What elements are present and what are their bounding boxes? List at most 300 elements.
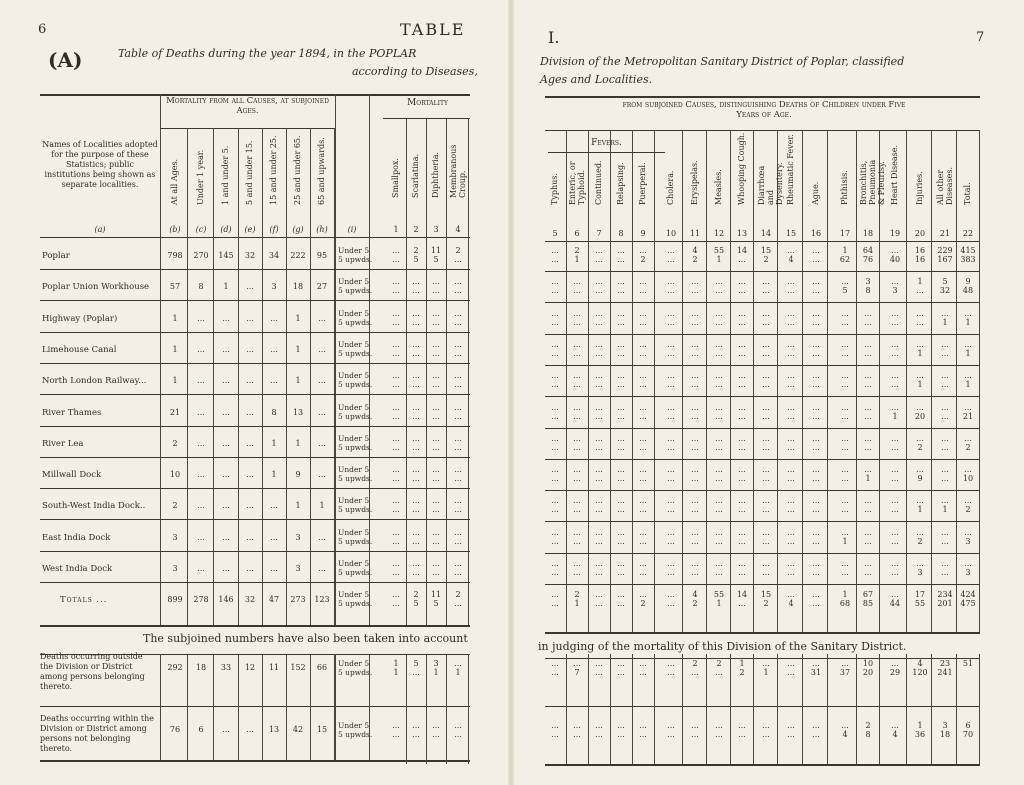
under5-value: ... bbox=[715, 371, 723, 381]
upwds-value: ... bbox=[762, 536, 770, 546]
under5-value: ... bbox=[595, 433, 603, 443]
under5-value: ... bbox=[432, 402, 440, 412]
footer-age-value: 76 bbox=[169, 725, 181, 734]
upwds-value: ... bbox=[864, 568, 872, 577]
rule-line bbox=[545, 521, 980, 522]
upwds-value: 1 bbox=[842, 536, 848, 546]
upwds-value: 3 bbox=[965, 536, 971, 546]
under5-value: ... bbox=[617, 433, 625, 443]
under5-value: 4 bbox=[692, 590, 698, 600]
under5-value: ... bbox=[964, 433, 972, 443]
upwds-value: ... bbox=[454, 317, 462, 327]
upwds-value: 167 bbox=[937, 255, 953, 264]
under5-value: ... bbox=[454, 277, 462, 287]
upwds-value: 9 bbox=[917, 474, 923, 484]
upwds-value: ... bbox=[812, 536, 820, 546]
upwds-value: 1 bbox=[716, 599, 722, 609]
under5-label: Under 5 bbox=[338, 308, 370, 318]
footer-under5-value: ... bbox=[454, 659, 462, 668]
under5-value: ... bbox=[841, 277, 849, 287]
under5-value: ... bbox=[715, 465, 723, 475]
upwds-value: ... bbox=[812, 411, 820, 421]
upwds-value: ... bbox=[738, 380, 746, 390]
age-value: ... bbox=[318, 344, 326, 354]
under5-value: ... bbox=[964, 527, 972, 537]
age-column-code: (f) bbox=[269, 225, 279, 234]
under5-value: ... bbox=[551, 496, 559, 506]
footer-upwds-value: 2 bbox=[739, 668, 745, 677]
disease-column-label: Smallpox. bbox=[391, 158, 400, 198]
footer-age-value: 13 bbox=[268, 725, 280, 734]
header-all-causes: Mortality from all Causes, at subjoined Ages. bbox=[166, 96, 329, 116]
upwds-value: ... bbox=[762, 442, 770, 452]
under5-value: ... bbox=[432, 339, 440, 349]
column-line bbox=[426, 654, 427, 764]
upwds-value: ... bbox=[454, 474, 462, 484]
column-line bbox=[706, 654, 707, 764]
under5-value: ... bbox=[891, 402, 899, 412]
upwds-value: ... bbox=[551, 286, 559, 296]
rule-line bbox=[545, 428, 980, 429]
under5-value: 11 bbox=[430, 590, 442, 600]
under5-value: ... bbox=[691, 559, 699, 568]
under5-value: ... bbox=[412, 277, 420, 287]
disease-column-label: All other Diseases. bbox=[936, 166, 954, 205]
footer-under5-value: 3 bbox=[942, 721, 948, 730]
under5-value: ... bbox=[551, 465, 559, 475]
upwds-value: ... bbox=[595, 536, 603, 546]
under5-value: ... bbox=[891, 559, 899, 568]
upwds-value: ... bbox=[412, 348, 420, 358]
age-value: ... bbox=[246, 501, 254, 511]
under5-value: ... bbox=[738, 277, 746, 287]
disease-column-label: Injuries. bbox=[915, 171, 924, 205]
rule-line bbox=[545, 764, 980, 766]
under5-value: ... bbox=[738, 339, 746, 349]
disease-column-code: 12 bbox=[713, 229, 725, 238]
disease-column-code: 13 bbox=[736, 229, 748, 238]
age-value: 18 bbox=[292, 282, 304, 292]
upwds-value: ... bbox=[617, 380, 625, 390]
under5-value: ... bbox=[573, 433, 581, 443]
upwds-value: 16 bbox=[914, 255, 926, 264]
upwds-value: 3 bbox=[965, 568, 971, 577]
footer-upwds-value: 4 bbox=[842, 730, 848, 739]
upwds-value: 201 bbox=[937, 599, 953, 609]
age-value: 32 bbox=[244, 595, 256, 605]
upwds-label: 5 upwds. bbox=[338, 668, 373, 677]
age-value: 3 bbox=[172, 564, 178, 573]
upwds-value: ... bbox=[787, 317, 795, 327]
under5-value: ... bbox=[812, 433, 820, 443]
footer-age-value: 15 bbox=[316, 725, 328, 734]
age-value: ... bbox=[197, 501, 205, 511]
footer-under5-value: 6 bbox=[965, 721, 971, 730]
upwds-value: ... bbox=[941, 411, 949, 421]
footer-under5-value: ... bbox=[595, 659, 603, 668]
under5-value: ... bbox=[812, 339, 820, 349]
under5-value: ... bbox=[964, 559, 972, 568]
under5-value: ... bbox=[916, 433, 924, 443]
footer-under5-value: ... bbox=[639, 659, 647, 668]
age-value: 9 bbox=[295, 470, 301, 480]
disease-column-label: Bronchitis, Pneumonia & Pleurisy. bbox=[859, 159, 886, 205]
under5-value: ... bbox=[454, 308, 462, 318]
upwds-value: ... bbox=[891, 317, 899, 327]
column-line bbox=[160, 94, 161, 625]
upwds-value: ... bbox=[454, 255, 462, 264]
age-value: ... bbox=[222, 501, 230, 511]
rule-line bbox=[40, 426, 470, 427]
under5-value: ... bbox=[841, 465, 849, 475]
under5-value: ... bbox=[617, 402, 625, 412]
upwds-value: ... bbox=[691, 536, 699, 546]
footer-age-value: 18 bbox=[195, 663, 207, 672]
upwds-value: ... bbox=[392, 348, 400, 358]
under5-value: ... bbox=[639, 465, 647, 475]
age-value: ... bbox=[270, 313, 278, 323]
under5-value: ... bbox=[573, 465, 581, 475]
upwds-value: ... bbox=[812, 442, 820, 452]
age-value: ... bbox=[222, 470, 230, 480]
disease-column-label: Continued. bbox=[594, 160, 603, 205]
disease-column-code: 3 bbox=[433, 225, 439, 234]
upwds-value: 3 bbox=[892, 286, 898, 296]
locality-name: Poplar bbox=[42, 251, 70, 261]
footer-left: The subjoined numbers have also been taken into account bbox=[143, 632, 468, 645]
under5-value: ... bbox=[762, 402, 770, 412]
upwds-value: 1 bbox=[716, 255, 722, 264]
upwds-value: ... bbox=[639, 568, 647, 577]
upwds-value: ... bbox=[738, 599, 746, 609]
upwds-value: ... bbox=[573, 380, 581, 390]
upwds-value: 62 bbox=[839, 255, 851, 264]
locality-name: River Lea bbox=[42, 438, 84, 449]
upwds-value: 3 bbox=[917, 568, 923, 577]
upwds-value: ... bbox=[738, 348, 746, 358]
age-value: ... bbox=[222, 438, 230, 448]
under5-value: ... bbox=[916, 308, 924, 318]
upwds-value: ... bbox=[617, 599, 625, 609]
under5-value: ... bbox=[864, 308, 872, 318]
under5-value: ... bbox=[941, 308, 949, 318]
upwds-value: 1 bbox=[574, 599, 580, 609]
footer-under5-value: ... bbox=[841, 659, 849, 668]
disease-column-label: Ague. bbox=[811, 181, 820, 205]
rule-line bbox=[545, 271, 980, 272]
footer-upwds-value: ... bbox=[551, 668, 559, 677]
age-value: ... bbox=[246, 438, 254, 448]
rule-line bbox=[40, 269, 470, 270]
upwds-value: ... bbox=[617, 286, 625, 296]
under5-value: ... bbox=[412, 559, 420, 568]
upwds-value: ... bbox=[864, 505, 872, 515]
under5-value: ... bbox=[787, 433, 795, 443]
upwds-value: 68 bbox=[839, 599, 851, 609]
upwds-value: ... bbox=[667, 568, 675, 577]
caption-left-2: according to Diseases, bbox=[352, 65, 478, 78]
upwds-value: ... bbox=[392, 255, 400, 264]
upwds-value: ... bbox=[639, 348, 647, 358]
upwds-value: ... bbox=[412, 568, 420, 577]
age-value: 8 bbox=[198, 282, 204, 292]
footer-under5-value: ... bbox=[762, 721, 770, 730]
upwds-value: ... bbox=[738, 568, 746, 577]
footer-under5-value: 2 bbox=[716, 659, 722, 668]
upwds-value: ... bbox=[762, 286, 770, 296]
age-value: 13 bbox=[292, 407, 304, 417]
column-line bbox=[187, 654, 188, 760]
locality-name: West India Dock bbox=[42, 564, 113, 574]
upwds-value: ... bbox=[787, 286, 795, 296]
under5-value: ... bbox=[617, 339, 625, 349]
upwds-value: ... bbox=[891, 568, 899, 577]
upwds-value: ... bbox=[573, 286, 581, 296]
upwds-value: ... bbox=[595, 380, 603, 390]
footer-upwds-value: ... bbox=[715, 668, 723, 677]
under5-value: ... bbox=[762, 496, 770, 506]
disease-column-code: 21 bbox=[939, 229, 951, 238]
upwds-value: ... bbox=[573, 568, 581, 577]
locality-name: South-West India Dock.. bbox=[42, 501, 146, 512]
under5-value: 1 bbox=[842, 246, 848, 255]
under5-value: 11 bbox=[430, 246, 442, 255]
under5-value: ... bbox=[595, 527, 603, 537]
upwds-value: ... bbox=[738, 317, 746, 327]
upwds-value: ... bbox=[812, 317, 820, 327]
under5-value: ... bbox=[916, 465, 924, 475]
disease-column-label: Enteric, or Typhoid. bbox=[568, 161, 586, 205]
upwds-value: ... bbox=[864, 348, 872, 358]
under5-value: ... bbox=[864, 433, 872, 443]
upwds-value: ... bbox=[762, 568, 770, 577]
upwds-value: ... bbox=[841, 380, 849, 390]
under5-value: ... bbox=[595, 559, 603, 568]
disease-column-label: Erysipelas. bbox=[690, 160, 699, 205]
title-left: TABLE bbox=[400, 20, 466, 39]
under5-value: ... bbox=[573, 402, 581, 412]
under5-value: ... bbox=[762, 277, 770, 287]
age-value: 57 bbox=[169, 282, 181, 292]
under5-value: ... bbox=[617, 246, 625, 255]
under5-value: ... bbox=[941, 433, 949, 443]
under5-value: ... bbox=[841, 527, 849, 537]
upwds-value: 2 bbox=[917, 442, 923, 452]
footer-under5-value: ... bbox=[891, 721, 899, 730]
under5-value: ... bbox=[412, 308, 420, 318]
under5-value: ... bbox=[787, 308, 795, 318]
upwds-value: ... bbox=[812, 380, 820, 390]
upwds-value: 5 bbox=[433, 599, 439, 609]
under5-value: ... bbox=[964, 308, 972, 318]
under5-value: 55 bbox=[713, 246, 725, 255]
under5-value: ... bbox=[454, 527, 462, 537]
upwds-value: ... bbox=[454, 442, 462, 452]
upwds-value: 1 bbox=[865, 474, 871, 484]
footer-under5-value: 51 bbox=[962, 659, 974, 668]
column-line bbox=[753, 654, 754, 764]
under5-value: ... bbox=[738, 527, 746, 537]
footer-upwds-value: ... bbox=[691, 730, 699, 739]
rule-line bbox=[40, 394, 470, 395]
upwds-value: ... bbox=[551, 255, 559, 264]
upwds-value: ... bbox=[667, 442, 675, 452]
footer-under5-value: ... bbox=[762, 659, 770, 668]
upwds-value: ... bbox=[787, 442, 795, 452]
upwds-value: ... bbox=[412, 536, 420, 546]
age-value: ... bbox=[318, 532, 326, 542]
upwds-value: ... bbox=[667, 286, 675, 296]
footer-age-value: 66 bbox=[316, 663, 328, 672]
under5-value: ... bbox=[964, 465, 972, 475]
age-column-code: (h) bbox=[316, 225, 328, 234]
upwds-value: 2 bbox=[965, 505, 971, 515]
under5-value: ... bbox=[617, 371, 625, 381]
rule-line bbox=[545, 334, 980, 335]
upwds-value: ... bbox=[432, 317, 440, 327]
upwds-value: ... bbox=[432, 568, 440, 577]
under5-value: ... bbox=[551, 371, 559, 381]
upwds-value: ... bbox=[715, 348, 723, 358]
upwds-value: ... bbox=[941, 474, 949, 484]
under5-value: ... bbox=[812, 496, 820, 506]
under5-value: ... bbox=[412, 433, 420, 443]
under5-value: ... bbox=[573, 496, 581, 506]
under5-value: ... bbox=[787, 465, 795, 475]
under5-value: ... bbox=[639, 402, 647, 412]
under5-value: ... bbox=[412, 465, 420, 475]
under5-value: ... bbox=[432, 527, 440, 537]
under5-value: ... bbox=[412, 402, 420, 412]
upwds-value: 5 bbox=[842, 286, 848, 296]
under5-value: ... bbox=[715, 496, 723, 506]
age-value: ... bbox=[246, 344, 254, 354]
upwds-value: ... bbox=[412, 380, 420, 390]
upwds-value: ... bbox=[691, 474, 699, 484]
under5-value: ... bbox=[639, 559, 647, 568]
column-line bbox=[777, 654, 778, 764]
upwds-value: ... bbox=[595, 255, 603, 264]
under5-value: ... bbox=[691, 433, 699, 443]
under5-value: 415 bbox=[960, 246, 976, 255]
column-line bbox=[310, 654, 311, 760]
upwds-value: 1 bbox=[917, 505, 923, 515]
under5-value: ... bbox=[432, 277, 440, 287]
upwds-value: ... bbox=[787, 568, 795, 577]
upwds-value: ... bbox=[738, 255, 746, 264]
under5-value: ... bbox=[964, 339, 972, 349]
under5-value: ... bbox=[595, 371, 603, 381]
upwds-value: ... bbox=[392, 536, 400, 546]
upwds-value: ... bbox=[941, 348, 949, 358]
age-value: ... bbox=[197, 470, 205, 480]
upwds-value: ... bbox=[667, 317, 675, 327]
under5-value: ... bbox=[941, 339, 949, 349]
under5-value: ... bbox=[667, 559, 675, 568]
under5-value: ... bbox=[454, 371, 462, 381]
age-value: ... bbox=[222, 532, 230, 542]
under5-value: ... bbox=[916, 339, 924, 349]
table-mark: (A) bbox=[48, 48, 83, 72]
under5-value: ... bbox=[964, 496, 972, 506]
upwds-value: ... bbox=[639, 380, 647, 390]
under5-value: ... bbox=[762, 371, 770, 381]
under5-value: ... bbox=[412, 496, 420, 506]
under5-value: ... bbox=[812, 590, 820, 600]
under5-value: 14 bbox=[736, 246, 748, 255]
upwds-value: ... bbox=[941, 568, 949, 577]
upwds-label: 5 upwds. bbox=[338, 474, 373, 484]
age-value: ... bbox=[318, 470, 326, 480]
under5-value: ... bbox=[392, 590, 400, 600]
rule-line bbox=[40, 363, 470, 364]
column-line bbox=[446, 654, 447, 764]
footer-upwds-value: ... bbox=[738, 730, 746, 739]
age-value: 1 bbox=[172, 376, 178, 386]
under5-value: ... bbox=[864, 465, 872, 475]
upwds-value: ... bbox=[412, 505, 420, 515]
column-line bbox=[588, 654, 589, 764]
under5-value: ... bbox=[916, 527, 924, 537]
upwds-label: 5 upwds. bbox=[338, 255, 373, 264]
footer-upwds-value: ... bbox=[691, 668, 699, 677]
upwds-value: ... bbox=[738, 286, 746, 296]
column-line bbox=[468, 654, 469, 764]
upwds-value: ... bbox=[595, 411, 603, 421]
upwds-value: ... bbox=[412, 317, 420, 327]
names-header: Names of Localities adopted for the purpose of these Statistics; public institutions being shown as separate localities. bbox=[42, 140, 158, 189]
age-value: 222 bbox=[290, 251, 306, 260]
footer-upwds-value: 18 bbox=[939, 730, 951, 739]
age-value: 798 bbox=[167, 251, 183, 260]
upwds-value: ... bbox=[412, 286, 420, 296]
footer-under5-value: ... bbox=[392, 721, 400, 730]
under5-value: ... bbox=[667, 527, 675, 537]
disease-column-label: Phthisis. bbox=[840, 170, 849, 205]
upwds-value: ... bbox=[841, 568, 849, 577]
upwds-value: ... bbox=[573, 442, 581, 452]
under5-value: ... bbox=[787, 402, 795, 412]
under5-value: 424 bbox=[960, 590, 976, 600]
under5-value: ... bbox=[667, 371, 675, 381]
under5-value: ... bbox=[738, 433, 746, 443]
under5-value: ... bbox=[787, 559, 795, 568]
disease-column-label: Measles. bbox=[714, 169, 723, 205]
footer-under5-value: ... bbox=[715, 721, 723, 730]
under5-value: ... bbox=[715, 527, 723, 537]
under5-value: ... bbox=[573, 371, 581, 381]
under5-label: Under 5 bbox=[338, 339, 370, 349]
age-value: ... bbox=[246, 282, 254, 292]
under5-value: ... bbox=[762, 559, 770, 568]
upwds-value: ... bbox=[667, 380, 675, 390]
age-value: ... bbox=[197, 344, 205, 354]
under5-value: ... bbox=[691, 308, 699, 318]
under5-value: ... bbox=[454, 433, 462, 443]
under5-value: ... bbox=[392, 465, 400, 475]
age-value: ... bbox=[270, 564, 278, 573]
under5-value: ... bbox=[551, 433, 559, 443]
upwds-value: ... bbox=[551, 505, 559, 515]
footer-upwds-value: ... bbox=[715, 730, 723, 739]
upwds-value: ... bbox=[762, 380, 770, 390]
under5-value: ... bbox=[864, 402, 872, 412]
under5-value: ... bbox=[551, 246, 559, 255]
age-value: 1 bbox=[295, 376, 301, 386]
footer-upwds-value: 1 bbox=[433, 668, 439, 677]
age-column-code: (g) bbox=[292, 225, 304, 234]
upwds-value: ... bbox=[864, 411, 872, 421]
